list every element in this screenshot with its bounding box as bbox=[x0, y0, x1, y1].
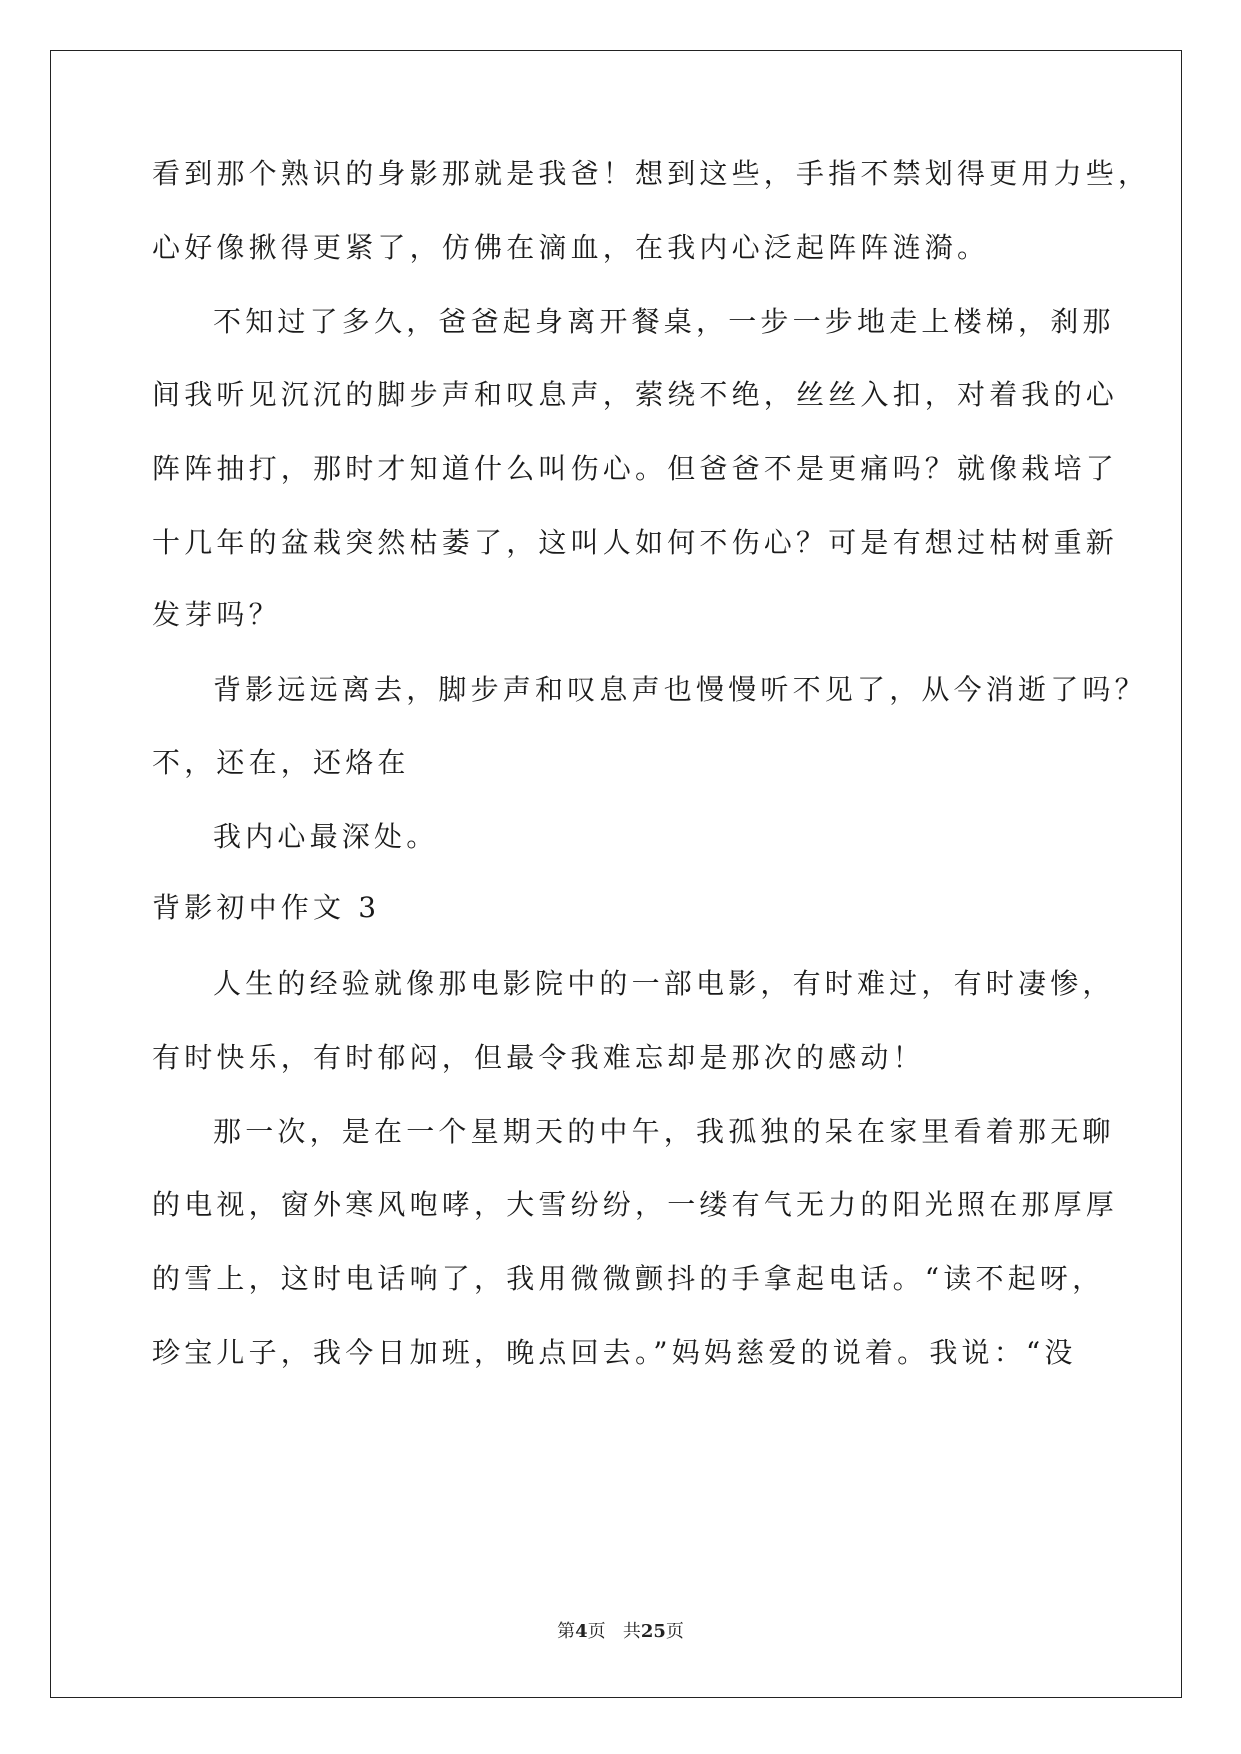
footer-page-unit: 页 bbox=[587, 1621, 606, 1642]
total-pages-number: 25 bbox=[640, 1621, 666, 1642]
text-line: 不，还在，还烙在 bbox=[152, 746, 410, 779]
text-line: 人生的经验就像那电影院中的一部电影，有时难过，有时凄惨， bbox=[213, 967, 1115, 1000]
page-footer bbox=[0, 1620, 1241, 1644]
section-heading: 背影初中作文 3 bbox=[152, 891, 381, 924]
text-line: 有时快乐，有时郁闷，但最令我难忘却是那次的感动！ bbox=[152, 1041, 925, 1074]
text-line: 心好像揪得更紧了，仿佛在滴血，在我内心泛起阵阵涟漪。 bbox=[152, 231, 990, 264]
text-line: 那一次，是在一个星期天的中午，我孤独的呆在家里看着那无聊 bbox=[213, 1115, 1115, 1148]
text-line: 阵阵抽打，那时才知道什么叫伤心。但爸爸不是更痛吗？就像栽培了 bbox=[152, 452, 1119, 485]
text-line: 间我听见沉沉的脚步声和叹息声，萦绕不绝，丝丝入扣，对着我的心 bbox=[152, 378, 1119, 411]
footer-prefix: 第 bbox=[557, 1621, 576, 1642]
text-line: 我内心最深处。 bbox=[213, 820, 439, 853]
text-line: 珍宝儿子，我今日加班，晚点回去。”妈妈慈爱的说着。我说：“没 bbox=[152, 1336, 1077, 1369]
text-line: 背影远远离去，脚步声和叹息声也慢慢听不见了，从今消逝了吗？ bbox=[213, 673, 1147, 706]
text-line: 十几年的盆栽突然枯萎了，这叫人如何不伤心？可是有想过枯树重新 bbox=[152, 526, 1119, 559]
footer-total-prefix: 共 bbox=[622, 1621, 641, 1642]
text-line: 的电视，窗外寒风咆哮，大雪纷纷，一缕有气无力的阳光照在那厚厚 bbox=[152, 1188, 1119, 1221]
current-page-number: 4 bbox=[575, 1621, 588, 1642]
page-frame bbox=[50, 50, 1182, 1698]
text-line: 发芽吗？ bbox=[152, 598, 281, 631]
text-line: 不知过了多久，爸爸起身离开餐桌，一步一步地走上楼梯，刹那 bbox=[213, 305, 1115, 338]
footer-total-unit: 页 bbox=[665, 1621, 684, 1642]
text-line: 看到那个熟识的身影那就是我爸！想到这些，手指不禁划得更用力些， bbox=[152, 157, 1151, 190]
text-line: 的雪上，这时电话响了，我用微微颤抖的手拿起电话。“读不起呀， bbox=[152, 1262, 1105, 1295]
